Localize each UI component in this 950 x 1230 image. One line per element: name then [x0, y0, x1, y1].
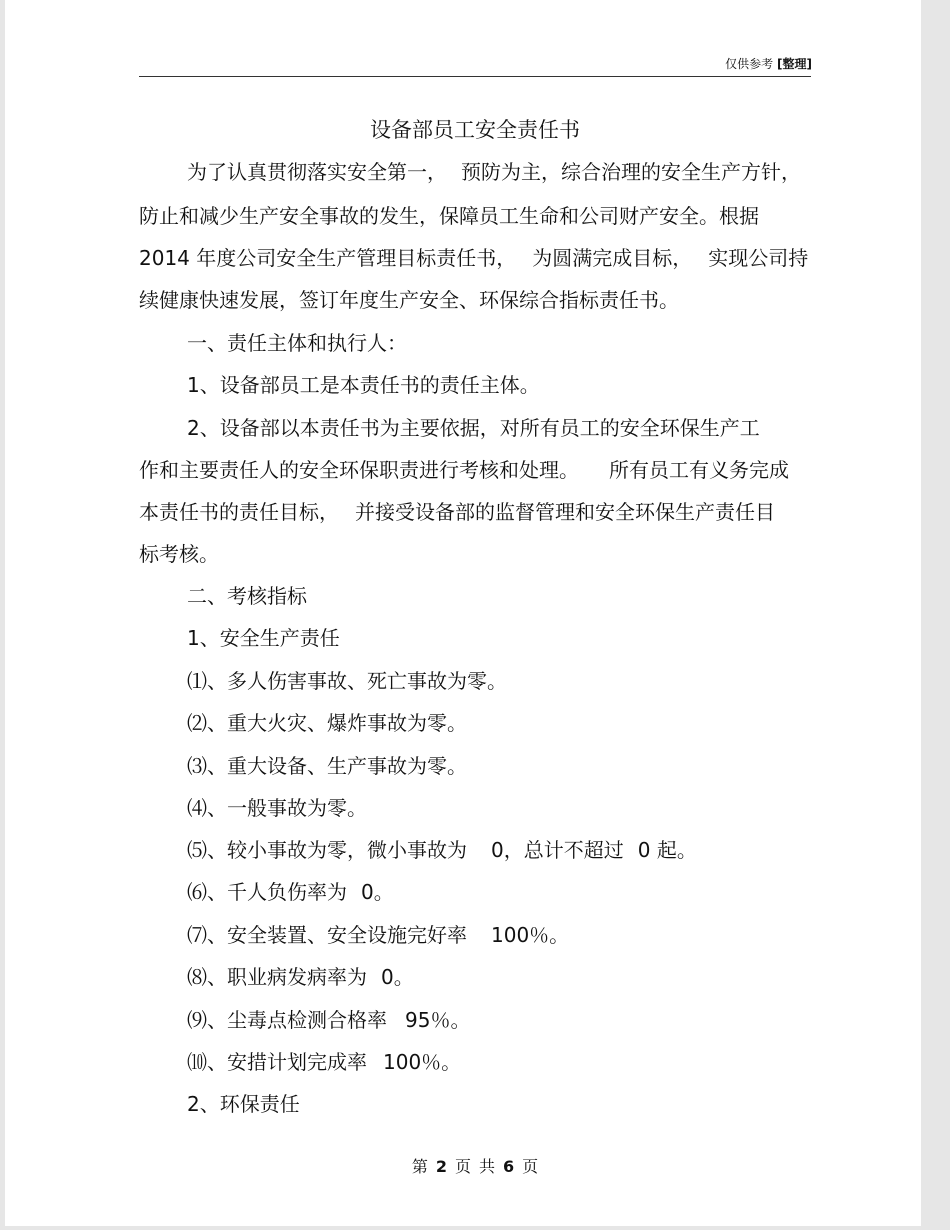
indicator-item-8-value: 0。 [381, 965, 414, 989]
header-note-tag: [整理] [777, 57, 812, 71]
paragraph1-line3-part-c: 实现公司持 [708, 246, 809, 270]
header-note-text: 仅供参考 [725, 57, 774, 71]
page-number-footer [139, 1156, 811, 1178]
section1-item1: 1、设备部员工是本责任书的责任主体。 [187, 373, 540, 397]
header-divider [139, 76, 811, 77]
indicator-item-6 [187, 878, 394, 906]
paragraph1-line1-part-b: 预防为主，综合治理的安全生产方针， [461, 160, 801, 184]
footer-total-pages: 6 [503, 1157, 515, 1176]
indicator-item-7 [187, 921, 569, 949]
indicator-item-10-value: 100％。 [383, 1050, 462, 1074]
paragraph1-line2: 防止和减少生产安全事故的发生，保障员工生命和公司财产安全。根据 [139, 204, 759, 228]
section1-item2-line4: 标考核。 [139, 542, 219, 566]
section1-item2-line3-part-b: 并接受设备部的监督管理和安全环保生产责任目 [355, 500, 775, 524]
section2-heading: 二、考核指标 [187, 584, 307, 608]
indicator-item-10-text: ⑽、安措计划完成率 [187, 1050, 367, 1074]
indicator-item-3: ⑶、重大设备、生产事故为零。 [187, 754, 467, 778]
indicator-item-9-value: 95％。 [405, 1008, 471, 1032]
indicator-item-8 [187, 963, 414, 991]
indicator-item-9-text: ⑼、尘毒点检测合格率 [187, 1008, 387, 1032]
indicator-item-6-text: ⑹、千人负伤率为 [187, 880, 347, 904]
footer-page-prefix: 第 [411, 1157, 428, 1176]
footer-current-page: 2 [435, 1157, 447, 1176]
indicator-item-4: ⑷、一般事故为零。 [187, 796, 367, 820]
indicator-item-5-value-b: 0 起。 [637, 838, 697, 862]
indicator-item-8-text: ⑻、职业病发病率为 [187, 965, 367, 989]
paragraph1-line3-part-b: 为圆满完成目标， [532, 246, 693, 270]
section1-item2-line3 [139, 498, 775, 526]
indicator-item-6-value: 0。 [361, 880, 394, 904]
section1-item2-line2-part-a: 作和主要责任人的安全环保职责进行考核和处理。 [139, 458, 579, 482]
paragraph1-line3-part-a: 2014 年度公司安全生产管理目标责任书， [139, 246, 517, 270]
section2-sub1: 1、安全生产责任 [187, 626, 340, 650]
indicator-item-2: ⑵、重大火灾、爆炸事故为零。 [187, 711, 467, 735]
section1-item2-line2 [139, 456, 789, 484]
indicator-item-5 [187, 836, 697, 864]
section1-item2-line1: 2、设备部以本责任书为主要依据，对所有员工的安全环保生产工 [187, 416, 760, 440]
section2-sub2: 2、环保责任 [187, 1092, 300, 1116]
indicator-item-7-text: ⑺、安全装置、安全设施完好率 [187, 923, 467, 947]
paragraph1-line1-part-a: 为了认真贯彻落实安全第一， [187, 160, 447, 184]
document-title: 设备部员工安全责任书 [370, 118, 580, 142]
indicator-item-7-value: 100％。 [491, 923, 570, 947]
indicator-item-9 [187, 1006, 470, 1034]
paragraph1-line3 [139, 244, 808, 272]
footer-total-label: 共 [479, 1157, 496, 1176]
indicator-item-5-text: ⑸、较小事故为零，微小事故为 [187, 838, 467, 862]
paragraph1-line1 [187, 158, 801, 186]
paragraph1-line4: 续健康快速发展，签订年度生产安全、环保综合指标责任书。 [139, 288, 679, 312]
section1-item2-line2-part-b: 所有员工有义务完成 [609, 458, 789, 482]
indicator-item-5-value-a: 0，总计不超过 [491, 838, 624, 862]
header-note [700, 57, 812, 71]
indicator-item-1: ⑴、多人伤害事故、死亡事故为零。 [187, 669, 507, 693]
footer-page-suffix: 页 [522, 1157, 539, 1176]
footer-page-label: 页 [454, 1157, 471, 1176]
indicator-item-10 [187, 1048, 461, 1076]
section1-heading: 一、责任主体和执行人： [187, 331, 407, 355]
section1-item2-line3-part-a: 本责任书的责任目标， [139, 500, 339, 524]
